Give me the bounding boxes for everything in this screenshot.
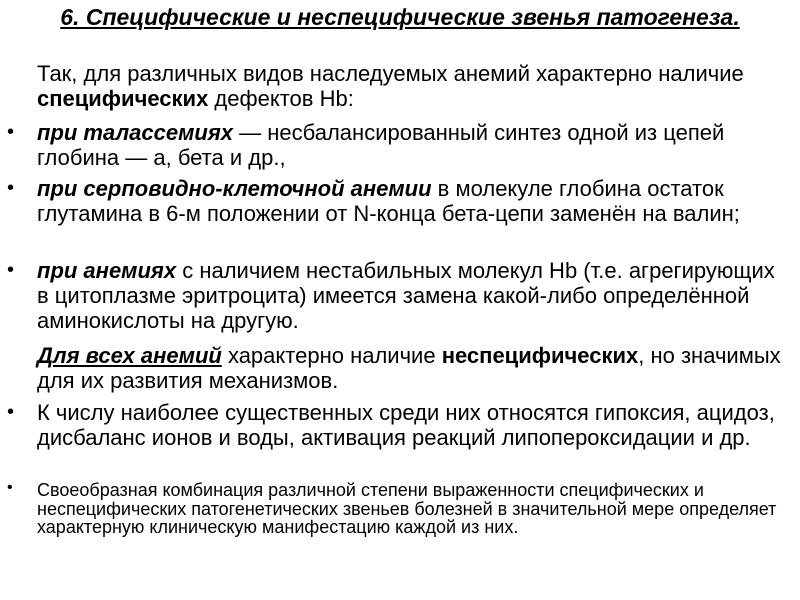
intro-text-1: Так, для различных видов наследуемых анемий характерно наличие bbox=[37, 61, 744, 86]
bullet-4: К числу наиболее существенных среди них относятся гипоксия, ацидоз, дисбаланс ионов и воды, активация реакций липопероксидации и др. bbox=[37, 400, 775, 450]
nonspecific-paragraph bbox=[37, 343, 782, 393]
slide-title: 6. Специфические и неспецифические звенья патогенеза. bbox=[60, 4, 740, 30]
bullet-1-glyph: • bbox=[7, 121, 15, 143]
nonspecific-lead: Для всех анемий bbox=[37, 343, 222, 368]
bullet-5: Своеобразная комбинация различной степени выраженности специфических и неспецифических патогенетических звеньев болезней в значительной мере определяет характерную клиническую манифестацию каждой из них. bbox=[37, 480, 777, 537]
nonspecific-bold: неспецифических bbox=[441, 343, 639, 368]
bullet-2-lead: при серповидно-клеточной анемии bbox=[37, 176, 432, 201]
intro-text-2: дефектов Hb: bbox=[208, 86, 354, 111]
bullet-4-glyph: • bbox=[7, 401, 15, 423]
bullet-1-text: — несбалансированный синтез одной из цепей глобина — а, бета и др., bbox=[37, 120, 725, 170]
bullet-2 bbox=[37, 176, 782, 226]
bullet-3-lead: при анемиях bbox=[37, 258, 177, 283]
bullet-3 bbox=[37, 258, 782, 333]
bullet-5-glyph: • bbox=[7, 479, 13, 496]
bullet-3-glyph: • bbox=[7, 259, 15, 281]
bullet-2-glyph: • bbox=[7, 177, 15, 199]
nonspecific-text-1: характерно наличие bbox=[221, 343, 442, 368]
intro-bold: специфических bbox=[37, 86, 209, 111]
intro-paragraph bbox=[37, 61, 782, 111]
bullet-2-text: в молекуле глобина остаток глутамина в 6-м положении от N-конца бета-цепи заменён на валин; bbox=[37, 176, 740, 226]
bullet-1 bbox=[37, 120, 797, 170]
bullet-3-text: с наличием нестабильных молекул Hb (т.е. агрегирующих в цитоплазме эритроцита) имеется замена какой-либо определённой аминокислоты на другую. bbox=[37, 258, 775, 333]
nonspecific-text-2: , но значимых для их развития механизмов. bbox=[37, 343, 781, 393]
bullet-1-lead: при талассемиях bbox=[37, 120, 234, 145]
